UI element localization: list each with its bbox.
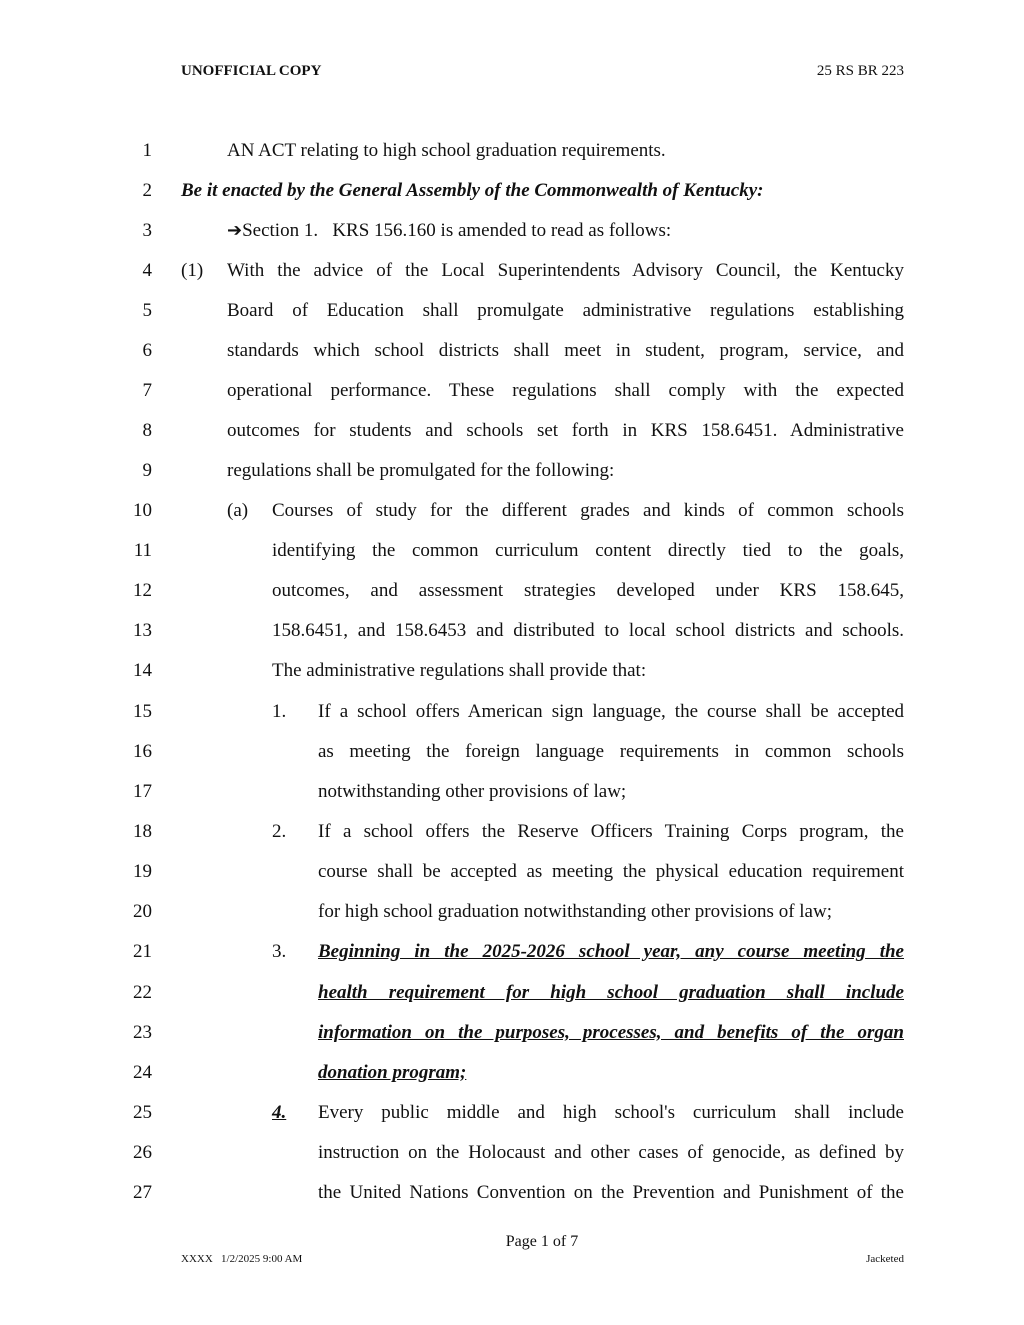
act-title: AN ACT relating to high school graduation requirements. (227, 140, 666, 161)
section-heading-text: Section 1. KRS 156.160 is amended to read as follows: (242, 220, 672, 241)
item-label: 1. (272, 701, 287, 722)
line-number: 10 (133, 500, 152, 521)
text-line: standards which school districts shall meet in student, program, service, and (227, 340, 904, 361)
text-line: instruction on the Holocaust and other cases of genocide, as defined by (318, 1142, 904, 1163)
line-number: 13 (133, 620, 152, 641)
line-number: 26 (133, 1142, 152, 1163)
line-number: 4 (142, 260, 152, 281)
text-line: Board of Education shall promulgate administrative regulations establishing (227, 300, 904, 321)
text-line: course shall be accepted as meeting the physical education requirement (318, 861, 904, 882)
line-number: 12 (133, 580, 152, 601)
line-number: 2 (142, 180, 152, 201)
line-number: 24 (133, 1062, 152, 1083)
subsection-label: (1) (181, 260, 204, 281)
section-heading (227, 220, 671, 242)
line-number: 14 (133, 660, 152, 681)
enacting-clause: Be it enacted by the General Assembly of the Commonwealth of Kentucky: (181, 180, 764, 201)
footer-left: XXXX 1/2/2025 9:00 AM (181, 1253, 303, 1265)
page-number: Page 1 of 7 (505, 1233, 579, 1250)
text-line: as meeting the foreign language requirements in common schools (318, 741, 904, 762)
line-number: 5 (142, 300, 152, 321)
item-label-amended: 4. (272, 1102, 287, 1123)
header-right: 25 RS BR 223 (816, 63, 904, 79)
text-line: identifying the common curriculum content directly tied to the goals, (272, 540, 904, 561)
text-line: operational performance. These regulations shall comply with the expected (227, 380, 904, 401)
text-line: notwithstanding other provisions of law; (318, 781, 627, 802)
text-line: With the advice of the Local Superintendents Advisory Council, the Kentucky (227, 260, 904, 281)
paragraph-label: (a) (227, 500, 249, 521)
line-number: 25 (133, 1102, 152, 1123)
text-line: Every public middle and high school's curriculum shall include (318, 1102, 904, 1123)
line-number: 23 (133, 1022, 152, 1043)
line-number: 1 (142, 140, 152, 161)
line-number: 7 (142, 380, 152, 401)
text-line: outcomes, and assessment strategies developed under KRS 158.645, (272, 580, 904, 601)
line-number: 20 (133, 901, 152, 922)
item-label: 2. (272, 821, 287, 842)
line-number: 16 (133, 741, 152, 762)
text-line: the United Nations Convention on the Prevention and Punishment of the (318, 1182, 904, 1203)
line-number: 11 (133, 540, 152, 561)
line-number: 3 (142, 220, 152, 241)
text-line: Courses of study for the different grades and kinds of common schools (272, 500, 904, 521)
inserted-text-line: health requirement for high school graduation shall include (318, 982, 904, 1003)
text-line: If a school offers American sign language, the course shall be accepted (318, 701, 904, 722)
text-line: The administrative regulations shall provide that: (272, 660, 647, 681)
inserted-text-line: information on the purposes, processes, and benefits of the organ (318, 1022, 904, 1043)
footer-right: Jacketed (866, 1253, 904, 1265)
line-number: 8 (142, 420, 152, 441)
text-line: for high school graduation notwithstanding other provisions of law; (318, 901, 832, 922)
text-line: 158.6451, and 158.6453 and distributed to local school districts and schools. (272, 620, 904, 641)
text-line: regulations shall be promulgated for the following: (227, 460, 615, 481)
header-left: UNOFFICIAL COPY (181, 63, 322, 79)
arrow-right-icon: ➔ (227, 220, 243, 241)
inserted-text-line: donation program; (318, 1062, 467, 1083)
line-number: 21 (133, 941, 152, 962)
inserted-text-line: Beginning in the 2025-2026 school year, any course meeting the (318, 941, 904, 962)
line-number: 6 (142, 340, 152, 361)
text-line: outcomes for students and schools set forth in KRS 158.6451. Administrative (227, 420, 904, 441)
line-number: 15 (133, 701, 152, 722)
line-number: 19 (133, 861, 152, 882)
line-number: 18 (133, 821, 152, 842)
item-label: 3. (272, 941, 287, 962)
line-number: 17 (133, 781, 152, 802)
line-number: 9 (142, 460, 152, 481)
line-number: 27 (133, 1182, 152, 1203)
text-line: If a school offers the Reserve Officers Training Corps program, the (318, 821, 904, 842)
line-number: 22 (133, 982, 152, 1003)
